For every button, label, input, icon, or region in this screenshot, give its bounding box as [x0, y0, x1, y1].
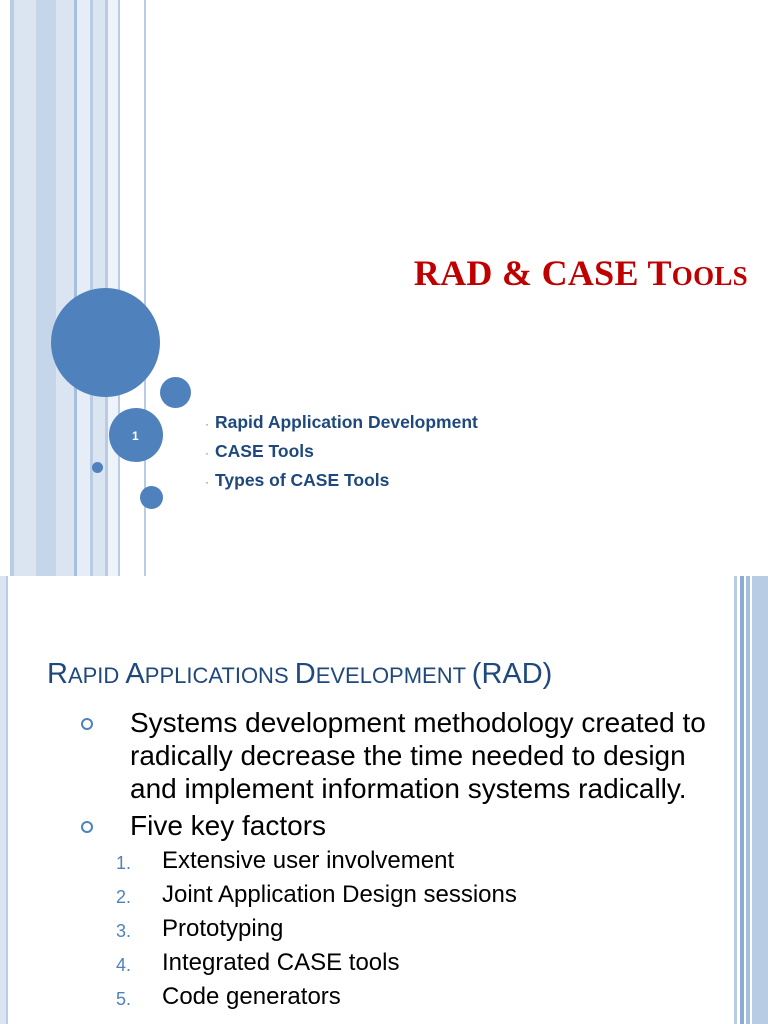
title-part-big: R [47, 658, 68, 690]
content-slide [0, 576, 768, 1024]
title-part-big: A [125, 658, 145, 690]
factor-item [78, 846, 728, 880]
decor-stripe [36, 0, 56, 576]
agenda-list [205, 412, 478, 499]
factor-text: Extensive user involvement [162, 847, 455, 874]
title-part-small: EVELOPMENT [315, 663, 472, 688]
factor-item [78, 880, 728, 914]
factor-number: 3. [116, 921, 132, 941]
title-part-small: PPLICATIONS [144, 663, 295, 688]
bullet-text: Five key factors [130, 810, 327, 841]
agenda-item [205, 412, 478, 441]
decor-circle-tiny [92, 462, 103, 473]
agenda-item-label: CASE Tools [215, 441, 314, 461]
decor-circle-small [140, 486, 163, 509]
agenda-item [205, 441, 478, 470]
factor-text: Integrated CASE tools [162, 949, 400, 976]
factor-text: Code generators [162, 983, 341, 1010]
decor-stripe [14, 0, 36, 576]
bullet-text: Systems development methodology created to radically decrease the time needed to design and implement information systems radically. [130, 707, 706, 804]
factor-list [78, 846, 728, 1016]
decor-stripe [77, 0, 90, 576]
decor-stripe [6, 576, 8, 1024]
slide-title [47, 658, 552, 691]
bullet-dot-icon: · [205, 417, 209, 431]
slide-number: 1 [132, 429, 139, 443]
decor-stripe [752, 576, 768, 1024]
factor-text: Joint Application Design sessions [162, 881, 517, 908]
decor-stripe [0, 0, 10, 576]
slide-title-main: RAD & CASE T [413, 253, 672, 293]
decor-stripe [56, 0, 74, 576]
title-part-big: D [294, 658, 316, 690]
title-part-small: APID [67, 663, 126, 688]
factor-number: 5. [116, 989, 132, 1009]
slide-body [78, 706, 728, 1016]
factor-number: 2. [116, 887, 132, 907]
agenda-item [205, 470, 478, 499]
bullet-item [78, 809, 728, 842]
ring-bullet-icon [81, 718, 93, 730]
factor-text: Prototyping [162, 915, 284, 942]
factor-item [78, 914, 728, 948]
decor-circle-small [160, 377, 191, 408]
bullet-dot-icon: · [205, 446, 209, 460]
factor-number: 4. [116, 955, 132, 975]
factor-number: 1. [116, 853, 132, 873]
bullet-dot-icon: · [205, 475, 209, 489]
factor-item [78, 948, 728, 982]
title-part-big: (RAD) [471, 658, 553, 690]
agenda-item-label: Rapid Application Development [215, 412, 478, 432]
ring-bullet-icon [81, 821, 93, 833]
factor-item [78, 982, 728, 1016]
decor-circle-large [51, 288, 160, 397]
decor-stripe [118, 0, 120, 576]
bullet-item [78, 706, 728, 805]
agenda-item-label: Types of CASE Tools [215, 470, 390, 490]
slide-title-smallcaps: OOLS [671, 261, 748, 291]
slide-title [414, 252, 748, 294]
